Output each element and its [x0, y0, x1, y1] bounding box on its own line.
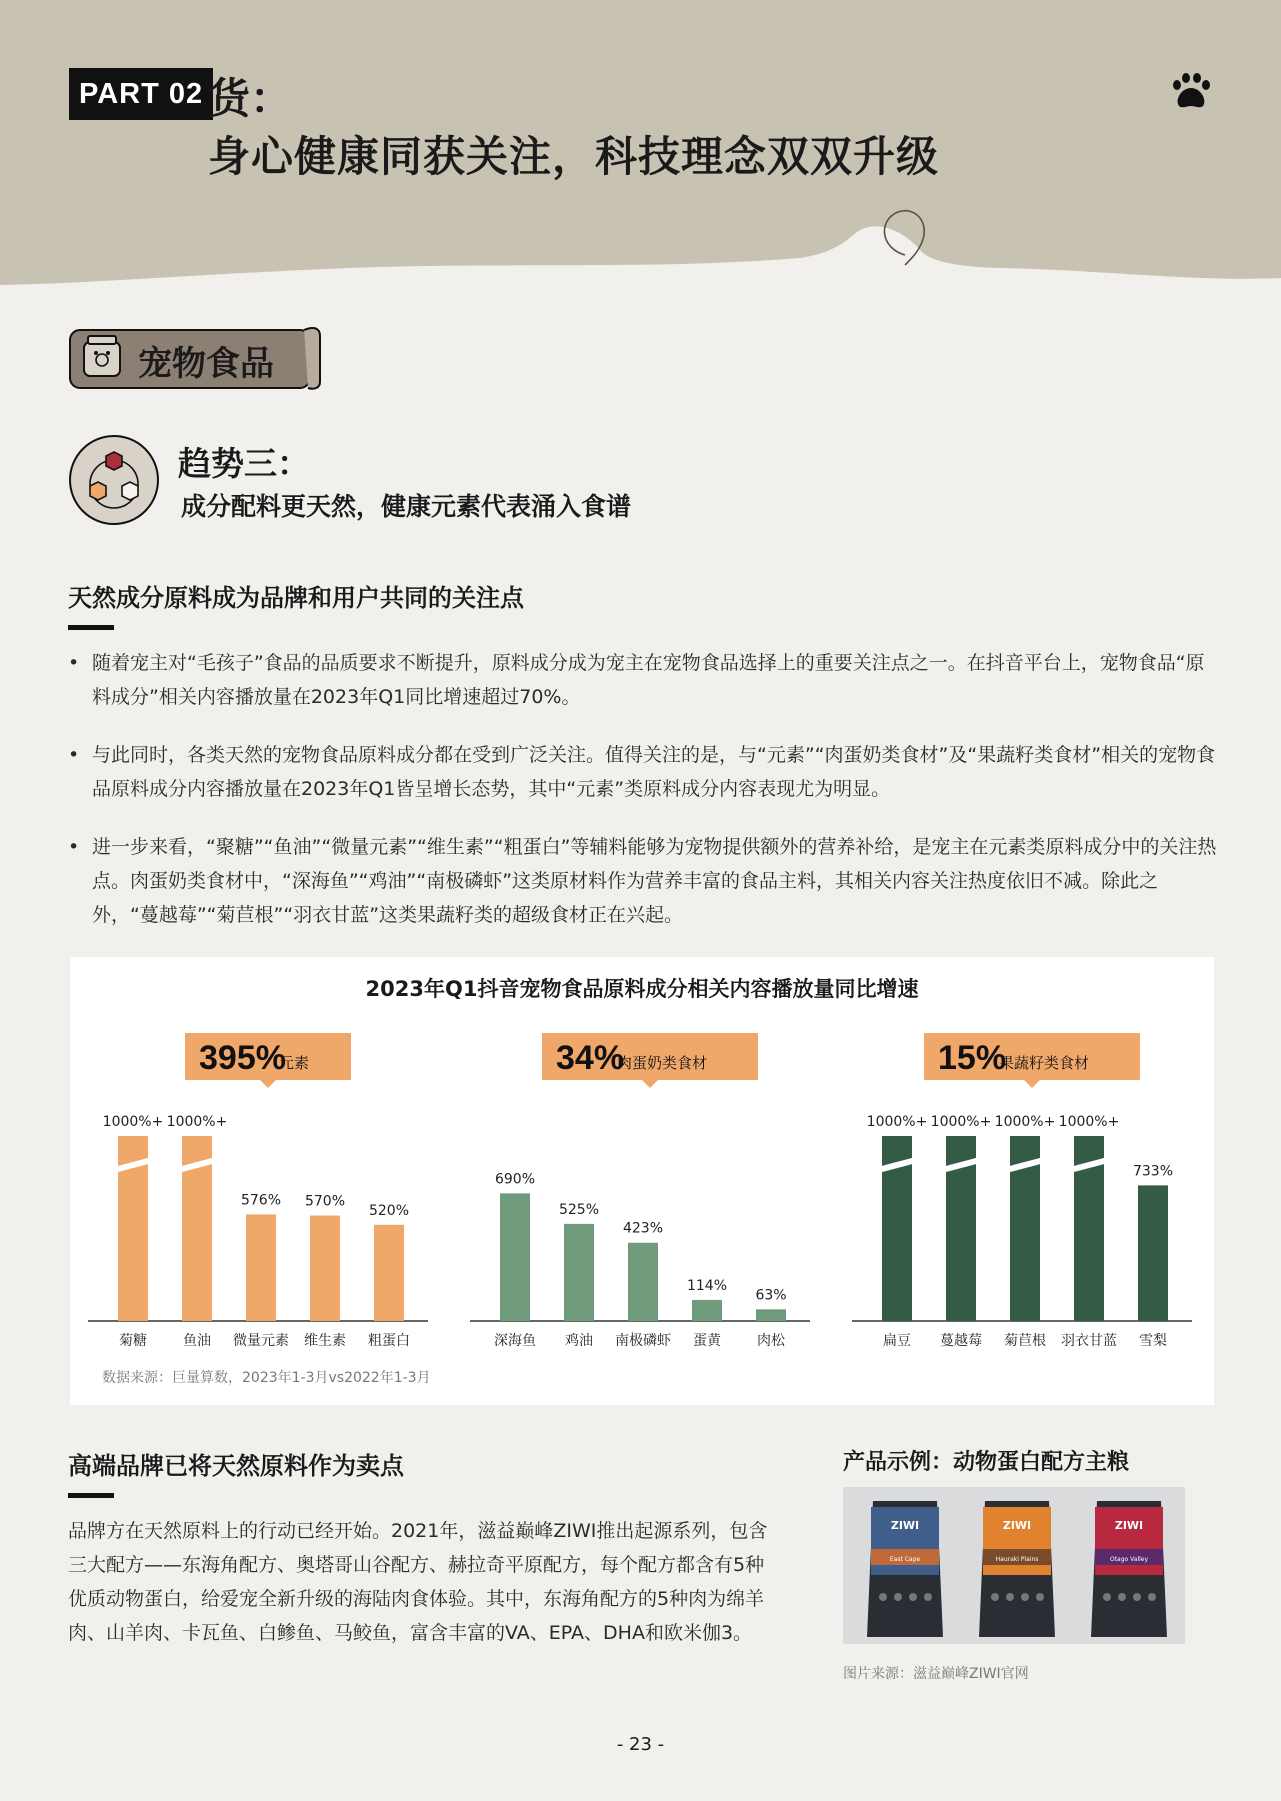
- data-label: 114%: [686, 1277, 728, 1294]
- bar: [374, 1225, 404, 1321]
- data-label: 1000%+: [102, 1114, 164, 1130]
- data-label: 1000%+: [1058, 1114, 1120, 1130]
- bag-ingredient-dot: [991, 1593, 999, 1601]
- paw-icon: [1168, 72, 1214, 112]
- data-label: 576%: [240, 1192, 282, 1209]
- bar: [564, 1224, 594, 1321]
- category-label: 蛋黄: [693, 1333, 721, 1349]
- bag-ingredient-dot: [1133, 1593, 1141, 1601]
- category-label: 雪梨: [1139, 1333, 1167, 1349]
- category-label: 粗蛋白: [368, 1333, 410, 1349]
- headline-pointer: [642, 1080, 658, 1088]
- trend-subtitle: 成分配料更天然，健康元素代表涌入食谱: [181, 492, 632, 521]
- category-label: 深海鱼: [494, 1333, 536, 1349]
- category-label: 蔓越莓: [940, 1333, 982, 1349]
- bag-brand: ZIWI: [890, 1519, 920, 1532]
- category-label: 羽衣甘蓝: [1061, 1333, 1117, 1349]
- headline-label: 元素: [279, 1054, 310, 1072]
- bag-ingredient-dot: [924, 1593, 932, 1601]
- bar: [310, 1216, 340, 1321]
- data-label: 690%: [494, 1171, 536, 1188]
- page-number: - 23 -: [616, 1734, 665, 1755]
- image-source: 图片来源：滋益巅峰ZIWI官网: [843, 1666, 1029, 1682]
- bag-recipe-label: Hauraki Plains: [995, 1556, 1039, 1563]
- cubes-icon: [68, 434, 160, 526]
- page-title-prefix: 货：: [208, 74, 293, 123]
- bag-ingredient-dot: [879, 1593, 887, 1601]
- bullet-item: • 随着宠主对“毛孩子”食品的品质要求不断提升，原料成分成为宠主在宠物食品选择上的重要关注点之一。在抖音平台上，宠物食品“原料成分”相关内容播放量在2023年Q1同比增速超过70%。: [68, 646, 1218, 714]
- headline-label: 果蔬籽类食材: [999, 1054, 1090, 1072]
- bag-ingredient-dot: [894, 1593, 902, 1601]
- bag-brand: ZIWI: [1002, 1519, 1032, 1532]
- bag-recipe-label: Otago Valley: [1109, 1556, 1149, 1563]
- category-label: 菊糖: [119, 1333, 147, 1349]
- data-label: 570%: [304, 1193, 346, 1210]
- data-label: 1000%+: [994, 1114, 1056, 1130]
- bar: [246, 1214, 276, 1321]
- category-label: 肉松: [757, 1333, 785, 1349]
- headline-pointer: [1024, 1080, 1040, 1088]
- bullet-list: [68, 646, 1218, 956]
- bar: [1138, 1185, 1168, 1321]
- bar: [756, 1309, 786, 1321]
- data-label: 733%: [1132, 1163, 1174, 1180]
- trend-title: 趋势三：: [178, 444, 310, 483]
- data-label: 423%: [622, 1220, 664, 1237]
- bag-ingredient-dot: [1118, 1593, 1126, 1601]
- bullet-item: • 进一步来看，“聚糖”“鱼油”“微量元素”“维生素”“粗蛋白”等辅料能够为宠物提供额外的营养补给，是宠主在元素类原料成分中的关注热点。肉蛋奶类食材中，“深海鱼”“鸡油”“南极磷虾”这类原材料作为营养丰富的食品主料，其相关内容关注热度依旧不减。除此之外，“蔓越莓”“菊苣根”“羽衣甘蓝”这类果蔬籽类的超级食材正在兴起。: [68, 830, 1218, 932]
- category-label: 维生素: [304, 1333, 346, 1349]
- section-heading-natural-ingredients: 天然成分原料成为品牌和用户共同的关注点: [68, 584, 524, 612]
- page-title: 身心健康同获关注，科技理念双双升级: [208, 132, 940, 181]
- data-label: 1000%+: [166, 1114, 228, 1130]
- category-label: 鸡油: [565, 1333, 593, 1349]
- chart-title: 2023年Q1抖音宠物食品原料成分相关内容播放量同比增速: [365, 977, 919, 1001]
- bag-recipe-label: East Cape: [889, 1556, 921, 1563]
- bag-ingredient-dot: [1103, 1593, 1111, 1601]
- headline-value: 395%: [199, 1039, 286, 1077]
- bag-ingredient-dot: [909, 1593, 917, 1601]
- category-label: 扁豆: [883, 1333, 911, 1349]
- headline-value: 34%: [556, 1039, 625, 1077]
- chart-source: 数据来源：巨量算数，2023年1-3月vs2022年1-3月: [102, 1370, 431, 1386]
- bar: [628, 1243, 658, 1321]
- product-bags-image: [843, 1487, 1185, 1644]
- category-label: 菊苣根: [1004, 1333, 1046, 1349]
- section-heading-premium-brands: 高端品牌已将天然原料作为卖点: [68, 1452, 404, 1480]
- category-label: 微量元素: [233, 1333, 289, 1349]
- data-label: 520%: [368, 1202, 410, 1219]
- data-label: 1000%+: [930, 1114, 992, 1130]
- section-divider: [68, 1493, 114, 1498]
- section-divider: [68, 625, 114, 630]
- bag-ingredient-dot: [1036, 1593, 1044, 1601]
- data-label: 63%: [755, 1287, 787, 1304]
- bag-ingredient-dot: [1021, 1593, 1029, 1601]
- category-label: 鱼油: [183, 1333, 211, 1349]
- chart-panel: [70, 957, 1214, 1405]
- bar: [500, 1193, 530, 1321]
- bullet-item: • 与此同时，各类天然的宠物食品原料成分都在受到广泛关注。值得关注的是，与“元素”“肉蛋奶类食材”及“果蔬籽类食材”相关的宠物食品原料成分内容播放量在2023年Q1皆呈增长态势，其中“元素”类原料成分内容表现尤为明显。: [68, 738, 1218, 806]
- headline-value: 15%: [938, 1039, 1007, 1077]
- bar: [692, 1300, 722, 1321]
- bag-ingredient-dot: [1148, 1593, 1156, 1601]
- bag-brand: ZIWI: [1114, 1519, 1144, 1532]
- category-label: 宠物食品: [138, 344, 274, 384]
- part-badge: PART 02: [69, 68, 213, 120]
- product-example-heading: 产品示例：动物蛋白配方主粮: [843, 1450, 1130, 1475]
- bag-ingredient-dot: [1006, 1593, 1014, 1601]
- headline-label: 肉蛋奶类食材: [617, 1054, 708, 1072]
- data-label: 525%: [558, 1201, 600, 1218]
- category-label: 南极磷虾: [615, 1333, 671, 1349]
- headline-pointer: [260, 1080, 276, 1088]
- data-label: 1000%+: [866, 1114, 928, 1130]
- brand-paragraph: 品牌方在天然原料上的行动已经开始。2021年，滋益巅峰ZIWI推出起源系列，包含三大配方——东海角配方、奥塔哥山谷配方、赫拉奇平原配方，每个配方都含有5种优质动物蛋白，给爱宠全新升级的海陆肉食体验。其中，东海角配方的5种肉为绵羊肉、山羊肉、卡瓦鱼、白鲹鱼、马鲛鱼，富含丰富的VA、EPA、DHA和欧米伽3。: [68, 1520, 768, 1644]
- growth-bar-chart: [70, 957, 1214, 1405]
